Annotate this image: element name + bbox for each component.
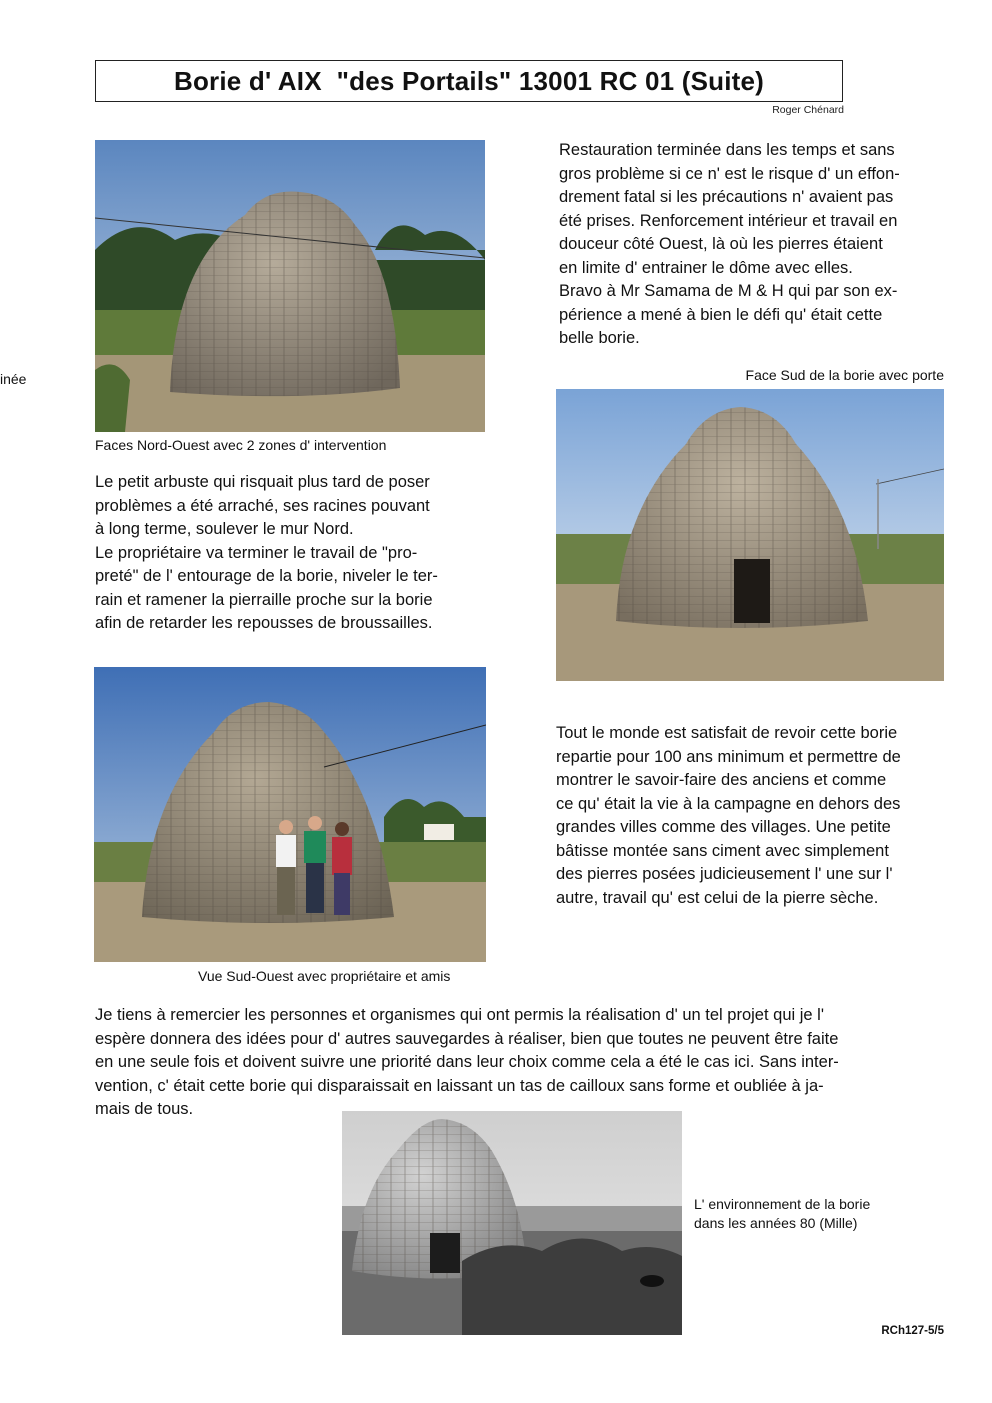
text-line: grandes villes comme des villages. Une petite <box>556 818 891 836</box>
photo-south-face <box>556 389 944 681</box>
text-line: espère donnera des idées pour d' autres sauvegardes à réaliser, bien que toutes ne peuvent être faite <box>95 1029 839 1048</box>
text-line: Tout le monde est satisfait de revoir cette borie <box>556 724 898 742</box>
text-line: à long terme, soulever le mur Nord. <box>95 520 354 538</box>
text-line: Restauration terminée dans les temps et sans <box>559 141 895 159</box>
photo-caption-south-face: Face Sud de la borie avec porte <box>745 367 944 383</box>
photo-caption-south-west: Vue Sud-Ouest avec propriétaire et amis <box>198 968 451 984</box>
text-line: douceur côté Ouest, là où les pierres étaient <box>559 235 883 253</box>
text-line: mais de tous. <box>95 1100 194 1118</box>
text-line: belle borie. <box>559 329 640 347</box>
photo-south-west-with-owner <box>94 667 486 962</box>
paragraph-satisfaction <box>556 722 966 910</box>
text-line: autre, travail qu' est celui de la pierre sèche. <box>556 888 879 907</box>
text-line: afin de retarder les repousses de broussailles. <box>95 614 433 632</box>
text-line: problèmes a été arraché, ses racines pouvant <box>95 496 430 515</box>
text-line: en une seule fois et doivent suivre une priorité dans leur choix comme cela a été le cas ici. Sans inter- <box>95 1053 839 1071</box>
text-line: périence a mené à bien le défi qu' était cette <box>559 305 883 324</box>
text-line: montrer le savoir-faire des anciens et comme <box>556 771 887 789</box>
photo-caption-north-west: Faces Nord-Ouest avec 2 zones d' intervention <box>95 437 387 453</box>
paragraph-shrub-removed <box>95 471 495 636</box>
text-line: rain et ramener la pierraille proche sur la borie <box>95 590 433 609</box>
photo-north-west-faces <box>95 140 485 432</box>
text-line: Bravo à Mr Samama de M & H qui par son ex- <box>559 282 898 300</box>
title-box <box>95 60 843 102</box>
text-line: été prises. Renforcement intérieur et travail en <box>559 211 898 230</box>
text-line: bâtisse montée sans ciment avec simplement <box>556 841 889 860</box>
text-line: drement fatal si les précautions n' avaient pas <box>559 188 894 206</box>
text-line: des pierres posées judicieusement l' une sur l' <box>556 865 893 883</box>
paragraph-restoration <box>559 139 959 351</box>
text-line: Je tiens à remercier les personnes et organismes qui ont permis la réalisation d' un tel projet qui je l' <box>95 1006 824 1024</box>
photo-caption-1980s-line1: L' environnement de la borie <box>694 1196 871 1212</box>
text-line: ce qu' était la vie à la campagne en dehors des <box>556 794 901 813</box>
paragraph-thanks <box>95 1004 955 1122</box>
margin-text-fragment: inée <box>0 371 27 387</box>
text-line: repartie pour 100 ans minimum et permettre de <box>556 747 901 766</box>
photo-borie-1980s <box>342 1111 682 1335</box>
page-title: Borie d' AIX "des Portails" 13001 RC 01 (Suite) <box>174 65 764 96</box>
text-line: en limite d' entrainer le dôme avec elles. <box>559 258 853 277</box>
text-line: Le petit arbuste qui risquait plus tard de poser <box>95 473 430 491</box>
photo-caption-1980s-line2: dans les années 80 (Mille) <box>694 1215 858 1231</box>
text-line: preté" de l' entourage de la borie, niveler le ter- <box>95 567 438 585</box>
text-line: gros problème si ce n' est le risque d' un effon- <box>559 164 900 183</box>
page-reference: RCh127-5/5 <box>881 1325 944 1337</box>
text-line: Le propriétaire va terminer le travail de "pro- <box>95 543 418 562</box>
text-line: vention, c' était cette borie qui disparaissait en laissant un tas de cailloux sans forme et oubliée à ja- <box>95 1076 824 1095</box>
author-name: Roger Chénard <box>772 104 844 116</box>
